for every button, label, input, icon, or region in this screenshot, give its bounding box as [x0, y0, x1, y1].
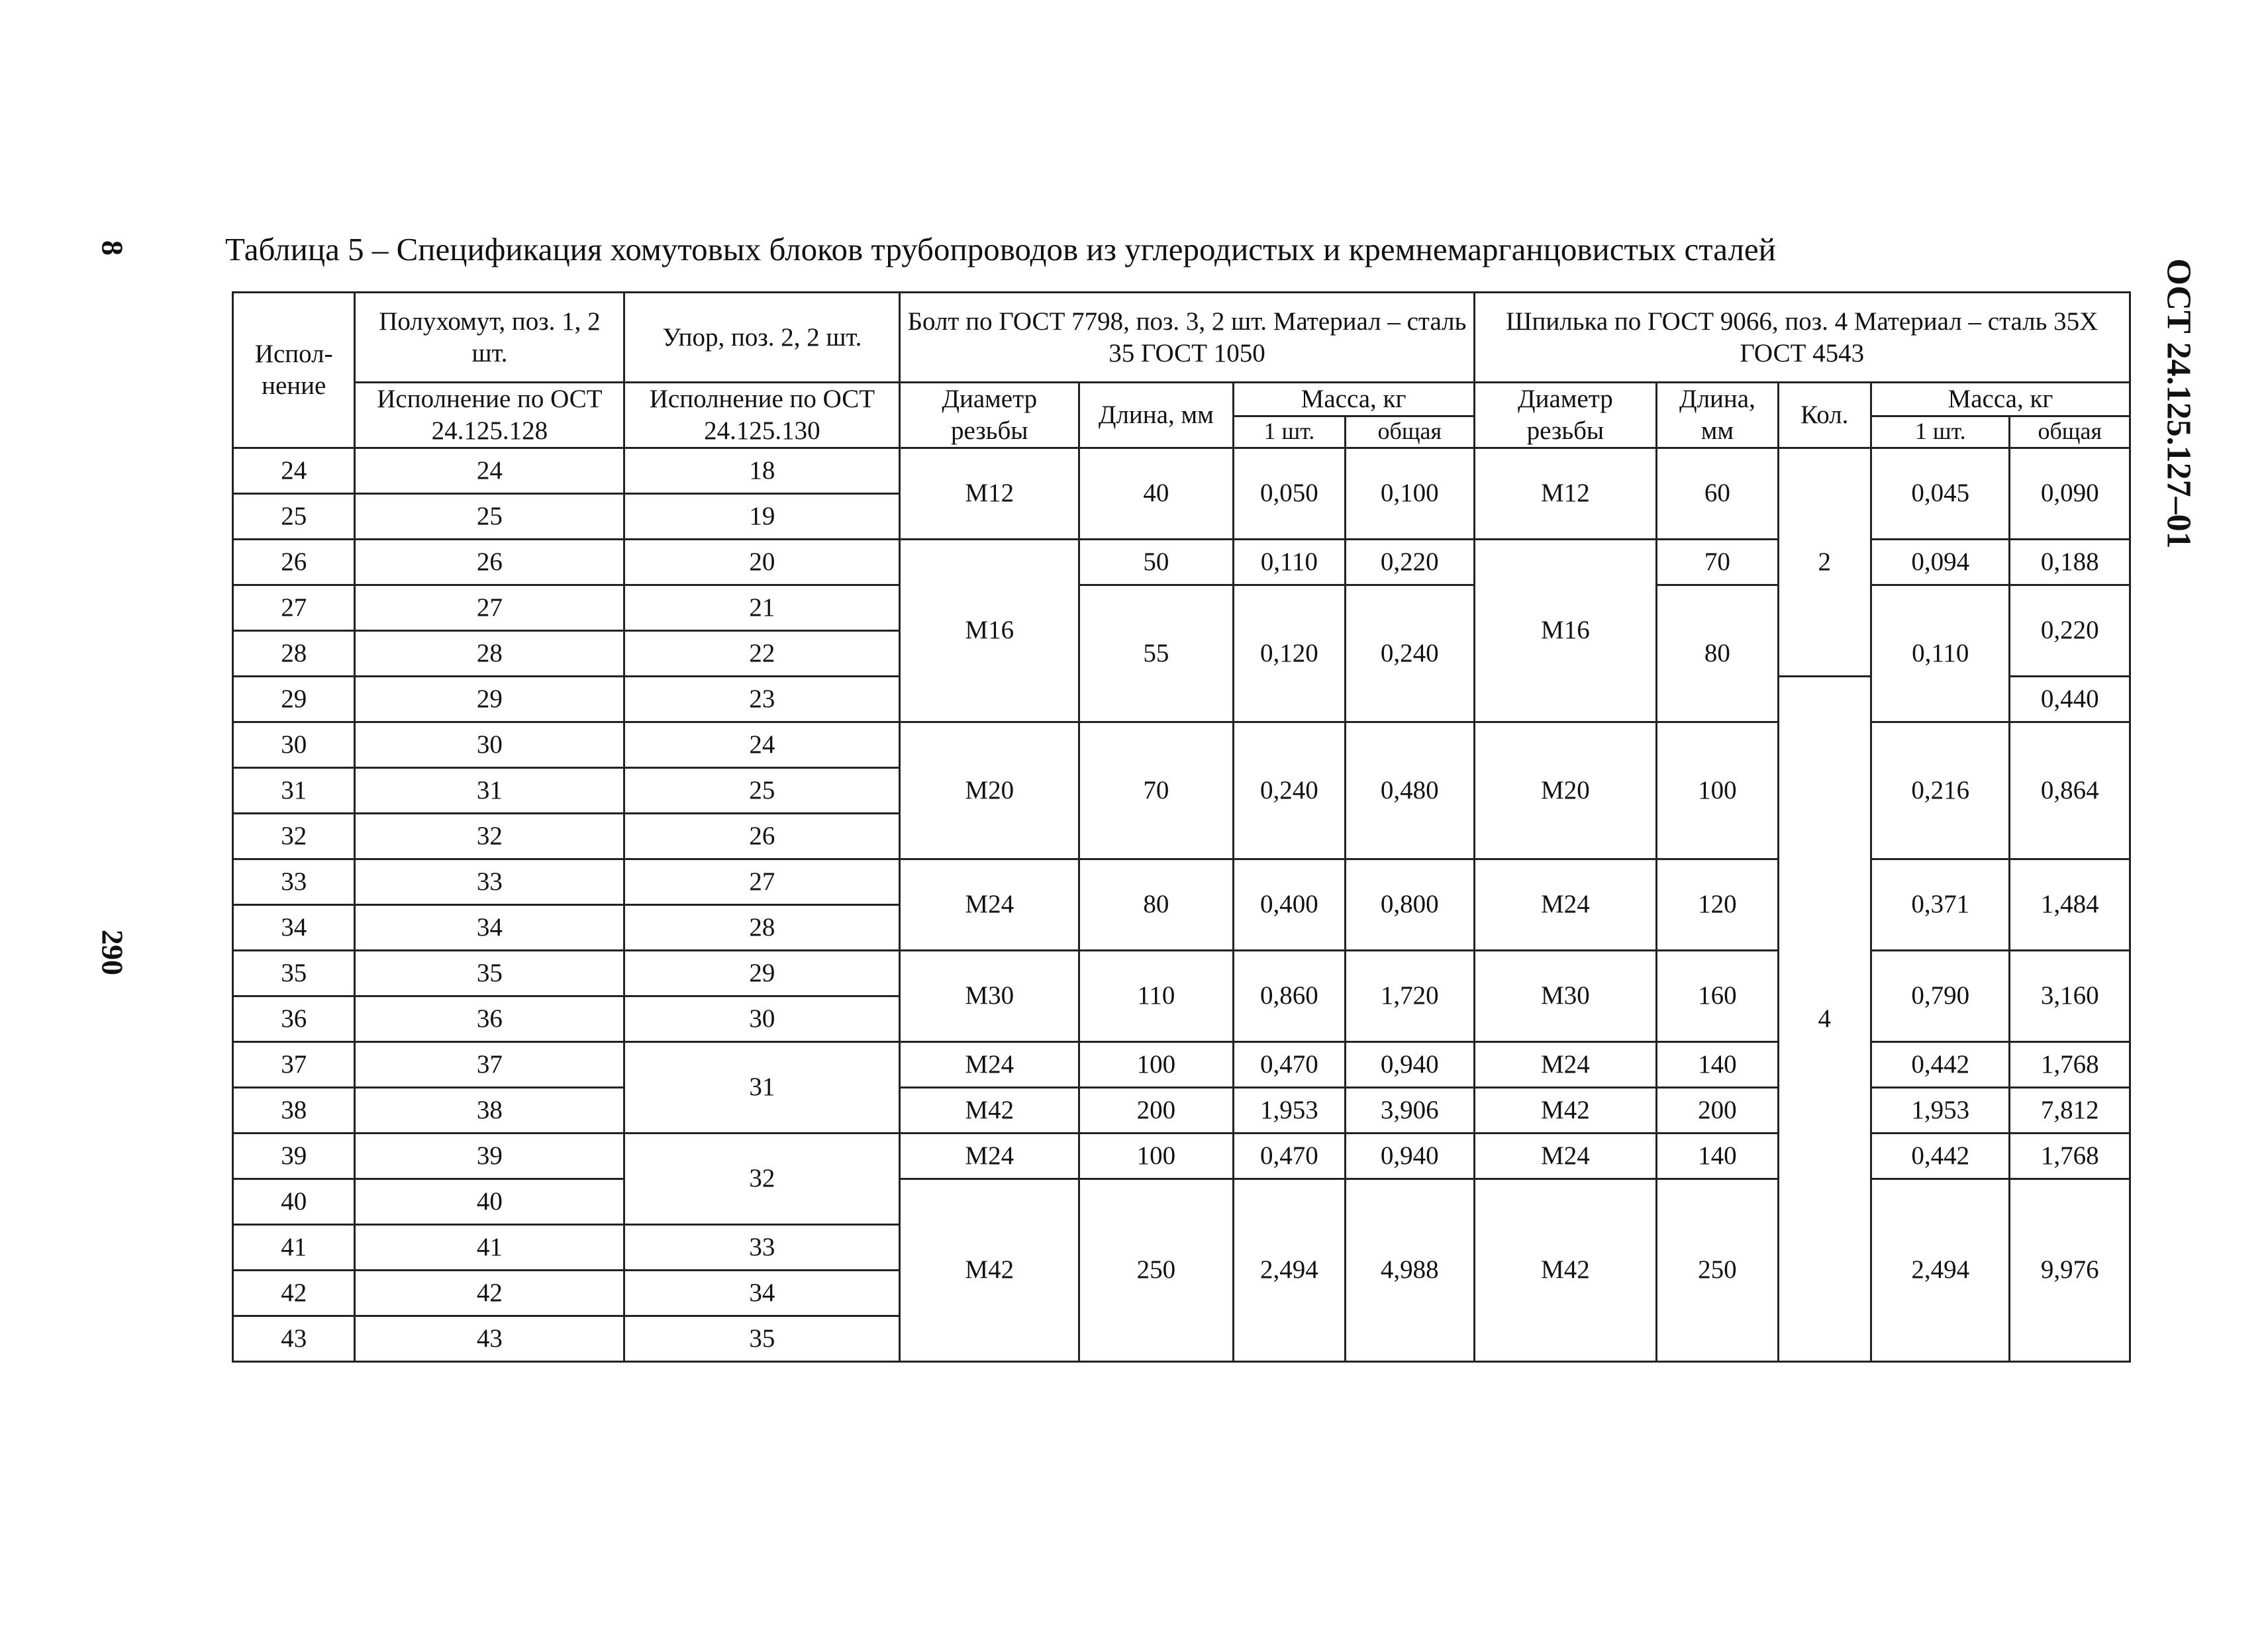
cell-stud-mass-1: 0,110 — [1871, 585, 2010, 722]
header-stud-mass-total: общая — [2010, 416, 2130, 448]
cell-upor: 21 — [624, 585, 900, 630]
header-kol: Кол. — [1778, 383, 1871, 448]
cell-upor: 34 — [624, 1270, 900, 1316]
cell-ispolnenie: 29 — [233, 676, 355, 722]
cell-bolt-mass-total: 0,800 — [1346, 859, 1474, 950]
cell-stud-mass-1: 0,442 — [1871, 1133, 2010, 1179]
cell-ispolnenie: 42 — [233, 1270, 355, 1316]
cell-ispolnenie: 27 — [233, 585, 355, 630]
cell-stud-mass-total: 3,160 — [2010, 950, 2130, 1041]
cell-upor: 18 — [624, 448, 900, 493]
cell-bolt-length: 100 — [1079, 1041, 1234, 1087]
cell-ispolnenie: 28 — [233, 630, 355, 676]
cell-poluhomut: 29 — [355, 676, 624, 722]
cell-bolt-length: 50 — [1079, 539, 1234, 585]
cell-bolt-mass-1: 0,470 — [1233, 1041, 1345, 1087]
cell-poluhomut: 31 — [355, 767, 624, 813]
cell-upor: 28 — [624, 904, 900, 950]
cell-stud-length: 60 — [1657, 448, 1778, 539]
cell-poluhomut: 27 — [355, 585, 624, 630]
header-bolt-diam: Диаметр резьбы — [900, 383, 1079, 448]
cell-stud-mass-total: 1,484 — [2010, 859, 2130, 950]
cell-bolt-mass-total: 4,988 — [1346, 1179, 1474, 1361]
cell-poluhomut: 41 — [355, 1224, 624, 1270]
cell-ispolnenie: 43 — [233, 1316, 355, 1361]
cell-ispolnenie: 25 — [233, 493, 355, 539]
cell-stud-mass-total: 1,768 — [2010, 1133, 2130, 1179]
cell-poluhomut: 39 — [355, 1133, 624, 1179]
cell-stud-mass-total: 9,976 — [2010, 1179, 2130, 1361]
cell-bolt-mass-1: 0,050 — [1233, 448, 1345, 539]
cell-stud-mass-total: 0,440 — [2010, 676, 2130, 722]
cell-poluhomut: 34 — [355, 904, 624, 950]
cell-stud-mass-1: 2,494 — [1871, 1179, 2010, 1361]
table-caption: Таблица 5 – Спецификация хомутовых блоков трубопроводов из углеродистых и кремнемарганцовистых сталей — [225, 231, 1776, 267]
cell-stud-diam: М42 — [1474, 1087, 1657, 1133]
cell-bolt-mass-total: 0,220 — [1346, 539, 1474, 585]
cell-stud-mass-total: 0,090 — [2010, 448, 2130, 539]
cell-bolt-mass-total: 0,940 — [1346, 1133, 1474, 1179]
header-stud-length: Длина, мм — [1657, 383, 1778, 448]
cell-upor: 25 — [624, 767, 900, 813]
cell-bolt-length: 110 — [1079, 950, 1234, 1041]
cell-ispolnenie: 35 — [233, 950, 355, 996]
cell-ispolnenie: 32 — [233, 813, 355, 859]
cell-poluhomut: 37 — [355, 1041, 624, 1087]
cell-bolt-mass-1: 0,110 — [1233, 539, 1345, 585]
cell-ispolnenie: 41 — [233, 1224, 355, 1270]
cell-bolt-diam: М12 — [900, 448, 1079, 539]
header-stud-mass: Масса, кг — [1871, 383, 2130, 416]
cell-poluhomut: 38 — [355, 1087, 624, 1133]
cell-ispolnenie: 24 — [233, 448, 355, 493]
cell-stud-diam: М16 — [1474, 539, 1657, 722]
cell-ispolnenie: 33 — [233, 859, 355, 904]
cell-bolt-length: 80 — [1079, 859, 1234, 950]
cell-stud-diam: М24 — [1474, 1133, 1657, 1179]
cell-poluhomut: 36 — [355, 996, 624, 1041]
cell-stud-mass-1: 0,371 — [1871, 859, 2010, 950]
cell-upor: 19 — [624, 493, 900, 539]
cell-kol: 2 — [1778, 448, 1871, 676]
cell-upor: 30 — [624, 996, 900, 1041]
cell-bolt-mass-total: 3,906 — [1346, 1087, 1474, 1133]
cell-stud-length: 80 — [1657, 585, 1778, 722]
page-number-top: 8 — [95, 240, 130, 256]
cell-stud-mass-1: 0,442 — [1871, 1041, 2010, 1087]
cell-bolt-mass-1: 0,400 — [1233, 859, 1345, 950]
cell-stud-mass-1: 0,790 — [1871, 950, 2010, 1041]
cell-stud-diam: М30 — [1474, 950, 1657, 1041]
cell-poluhomut: 33 — [355, 859, 624, 904]
cell-stud-length: 140 — [1657, 1133, 1778, 1179]
cell-ispolnenie: 34 — [233, 904, 355, 950]
cell-upor: 29 — [624, 950, 900, 996]
cell-upor: 32 — [624, 1133, 900, 1224]
header-bolt-mass: Масса, кг — [1233, 383, 1474, 416]
cell-bolt-mass-total: 1,720 — [1346, 950, 1474, 1041]
specification-table — [232, 291, 2131, 1363]
cell-stud-diam: М42 — [1474, 1179, 1657, 1361]
cell-bolt-length: 70 — [1079, 722, 1234, 859]
cell-stud-mass-1: 0,216 — [1871, 722, 2010, 859]
cell-upor: 33 — [624, 1224, 900, 1270]
cell-stud-mass-total: 7,812 — [2010, 1087, 2130, 1133]
cell-bolt-length: 100 — [1079, 1133, 1234, 1179]
cell-upor: 23 — [624, 676, 900, 722]
cell-stud-length: 70 — [1657, 539, 1778, 585]
cell-bolt-diam: М20 — [900, 722, 1079, 859]
cell-poluhomut: 40 — [355, 1179, 624, 1224]
header-bolt-length: Длина, мм — [1079, 383, 1234, 448]
header-stud-mass-1: 1 шт. — [1871, 416, 2010, 448]
cell-bolt-mass-1: 0,860 — [1233, 950, 1345, 1041]
cell-bolt-mass-total: 0,940 — [1346, 1041, 1474, 1087]
cell-upor: 26 — [624, 813, 900, 859]
cell-ispolnenie: 30 — [233, 722, 355, 767]
cell-poluhomut: 25 — [355, 493, 624, 539]
cell-ispolnenie: 26 — [233, 539, 355, 585]
cell-stud-length: 140 — [1657, 1041, 1778, 1087]
cell-stud-mass-1: 1,953 — [1871, 1087, 2010, 1133]
cell-poluhomut: 35 — [355, 950, 624, 996]
cell-bolt-mass-1: 0,120 — [1233, 585, 1345, 722]
cell-stud-length: 120 — [1657, 859, 1778, 950]
cell-poluhomut: 28 — [355, 630, 624, 676]
cell-ispolnenie: 40 — [233, 1179, 355, 1224]
page-number: 290 — [95, 930, 130, 975]
cell-poluhomut: 32 — [355, 813, 624, 859]
cell-bolt-mass-1: 0,470 — [1233, 1133, 1345, 1179]
cell-stud-diam: М24 — [1474, 1041, 1657, 1087]
cell-ispolnenie: 39 — [233, 1133, 355, 1179]
cell-ispolnenie: 31 — [233, 767, 355, 813]
cell-stud-mass-1: 0,094 — [1871, 539, 2010, 585]
cell-kol: 4 — [1778, 676, 1871, 1361]
cell-poluhomut: 42 — [355, 1270, 624, 1316]
cell-poluhomut: 43 — [355, 1316, 624, 1361]
cell-upor: 24 — [624, 722, 900, 767]
cell-ispolnenie: 38 — [233, 1087, 355, 1133]
cell-poluhomut: 30 — [355, 722, 624, 767]
header-shpilka: Шпилька по ГОСТ 9066, поз. 4 Материал – сталь 35Х ГОСТ 4543 — [1474, 293, 2130, 383]
cell-poluhomut: 26 — [355, 539, 624, 585]
document-code: ОСТ 24.125.127–01 — [2159, 258, 2198, 549]
cell-ispolnenie: 36 — [233, 996, 355, 1041]
cell-bolt-length: 55 — [1079, 585, 1234, 722]
cell-upor: 27 — [624, 859, 900, 904]
cell-upor: 35 — [624, 1316, 900, 1361]
cell-stud-length: 160 — [1657, 950, 1778, 1041]
cell-stud-length: 250 — [1657, 1179, 1778, 1361]
cell-bolt-diam: М42 — [900, 1087, 1079, 1133]
cell-bolt-diam: М42 — [900, 1179, 1079, 1361]
header-stud-diam: Диаметр резьбы — [1474, 383, 1657, 448]
cell-bolt-mass-total: 0,100 — [1346, 448, 1474, 539]
cell-poluhomut: 24 — [355, 448, 624, 493]
cell-bolt-diam: М16 — [900, 539, 1079, 722]
header-upor: Упор, поз. 2, 2 шт. — [624, 293, 900, 383]
cell-stud-diam: М24 — [1474, 859, 1657, 950]
cell-stud-diam: М12 — [1474, 448, 1657, 539]
header-isp-ost-128: Исполнение по ОСТ 24.125.128 — [355, 383, 624, 448]
cell-stud-mass-total: 0,188 — [2010, 539, 2130, 585]
cell-bolt-diam: М24 — [900, 859, 1079, 950]
cell-ispolnenie: 37 — [233, 1041, 355, 1087]
cell-stud-length: 200 — [1657, 1087, 1778, 1133]
cell-stud-mass-1: 0,045 — [1871, 448, 2010, 539]
cell-bolt-mass-total: 0,240 — [1346, 585, 1474, 722]
header-poluhomut: Полухомут, поз. 1, 2 шт. — [355, 293, 624, 383]
cell-upor: 22 — [624, 630, 900, 676]
cell-bolt-mass-1: 0,240 — [1233, 722, 1345, 859]
cell-bolt-diam: М24 — [900, 1133, 1079, 1179]
cell-bolt-length: 40 — [1079, 448, 1234, 539]
header-bolt-mass-total: общая — [1346, 416, 1474, 448]
header-bolt: Болт по ГОСТ 7798, поз. 3, 2 шт. Материал – сталь 35 ГОСТ 1050 — [900, 293, 1474, 383]
cell-stud-mass-total: 0,220 — [2010, 585, 2130, 676]
cell-upor: 31 — [624, 1041, 900, 1133]
cell-stud-diam: М20 — [1474, 722, 1657, 859]
cell-bolt-mass-1: 2,494 — [1233, 1179, 1345, 1361]
cell-bolt-mass-total: 0,480 — [1346, 722, 1474, 859]
header-bolt-mass-1: 1 шт. — [1233, 416, 1345, 448]
header-isp-ost-130: Исполнение по ОСТ 24.125.130 — [624, 383, 900, 448]
cell-bolt-length: 200 — [1079, 1087, 1234, 1133]
cell-bolt-length: 250 — [1079, 1179, 1234, 1361]
cell-upor: 20 — [624, 539, 900, 585]
cell-stud-mass-total: 1,768 — [2010, 1041, 2130, 1087]
header-ispolnenie: Испол-нение — [233, 293, 355, 448]
cell-stud-length: 100 — [1657, 722, 1778, 859]
cell-bolt-mass-1: 1,953 — [1233, 1087, 1345, 1133]
cell-bolt-diam: М30 — [900, 950, 1079, 1041]
cell-stud-mass-total: 0,864 — [2010, 722, 2130, 859]
table-row — [233, 448, 2130, 493]
cell-bolt-diam: М24 — [900, 1041, 1079, 1087]
